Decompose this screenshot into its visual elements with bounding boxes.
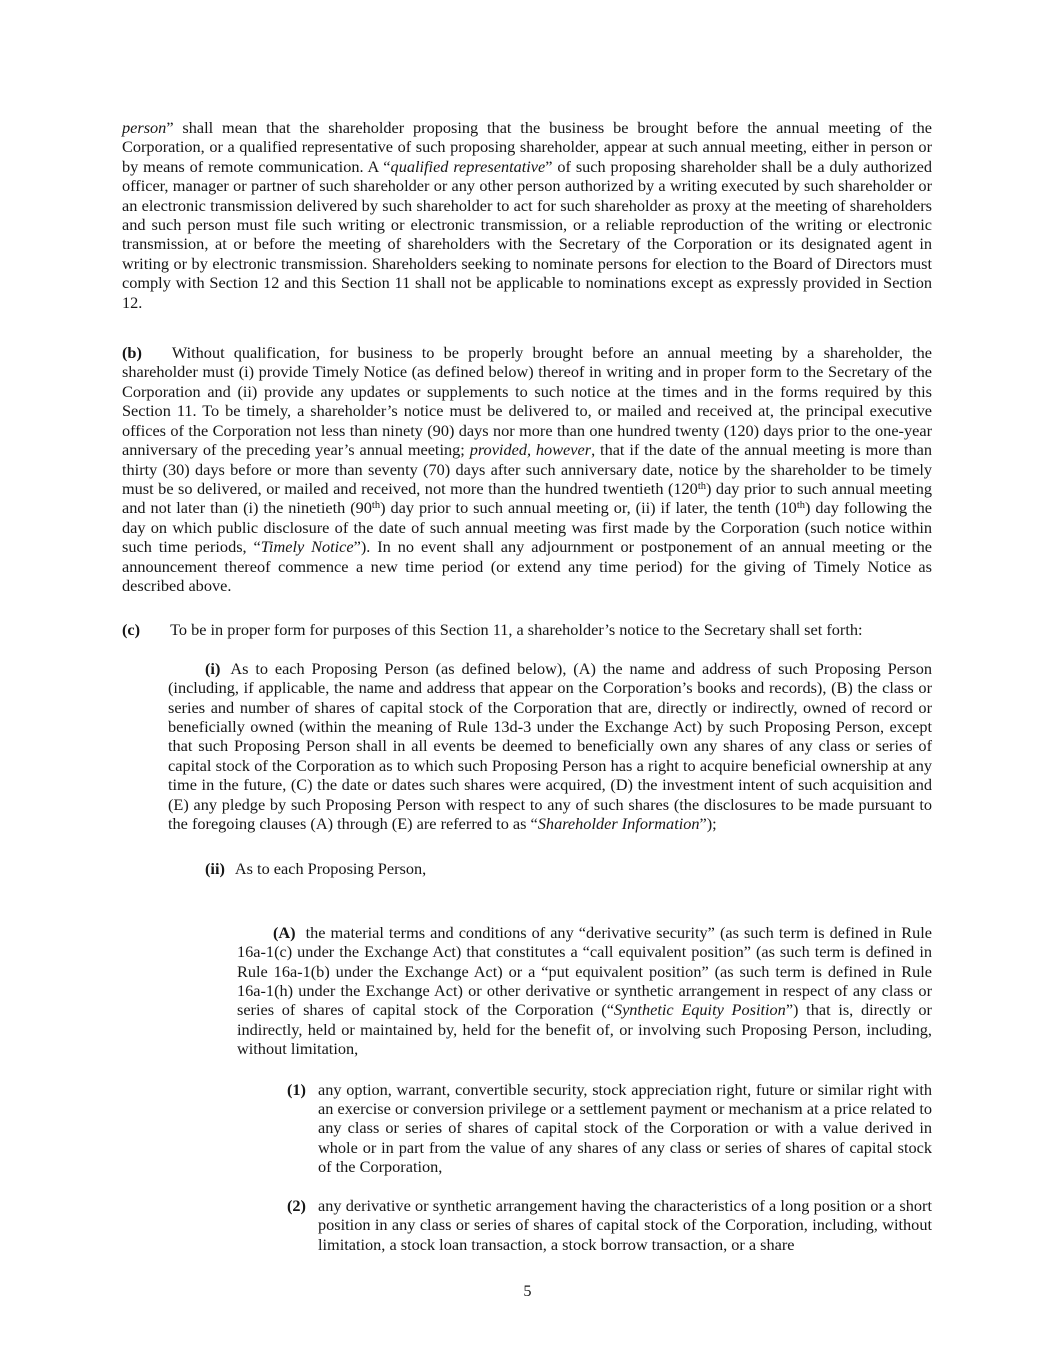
item-2-text [318, 1196, 932, 1254]
paragraph-section-c [122, 620, 932, 639]
text-segment: ) day prior to such annual meeting and not later than (i) the ninetieth (90 [122, 478, 932, 518]
paragraph-clause-ii [122, 859, 932, 878]
text-segment: the material terms and conditions of any “derivative security” (as such term is defined in Rule 16a-1(c) under the Exchange Act) that constitutes a “call equivalent position” (as such term is defined in Rule 16a-1(b) under the Exchange Act) or a “put equivalent position” (as such term is defined in Rule 16a-1(h) under the Exchange Act) or other derivative or synthetic arrangement in respect of any class or series of shares of capital stock of the Corporation (“ [237, 922, 932, 1020]
clause-ii-label: (ii) [205, 859, 225, 879]
paragraph-item-1 [122, 1080, 932, 1177]
paragraph-intro-continuation [122, 118, 932, 312]
page-number: 5 [523, 1281, 532, 1300]
paragraph-clause-i [122, 659, 932, 834]
clause-i-label: (i) [205, 658, 221, 678]
text-segment: , that if the date of the annual meeting is more than thirty (30) days before or more than seventy (70) days after such anniversary date, notice by the shareholder to be timely must be so delivered, or mailed and received, not more than the hundred twentieth (120 [122, 440, 932, 498]
text-segment: Synthetic Equity Position [613, 1000, 786, 1020]
text-segment: ” shall mean that the shareholder proposing that the business be brought before the annual meeting of the Corporation, or a qualified representative of such proposing shareholder, appear at such annual meeting, either in person or by means of remote communication. A “ [122, 118, 932, 176]
text-segment: To be in proper form for purposes of this Section 11, a shareholder’s notice to the Secretary shall set forth: [170, 620, 863, 640]
clause-A-label: (A) [273, 922, 296, 942]
text-segment: Timely Notice [260, 537, 354, 557]
clause-A-text [237, 923, 932, 1058]
text-segment: any derivative or synthetic arrangement having the characteristics of a long position or a short position in any class or series of shares of capital stock of the Corporation, including, without limitation, a stock loan transaction, a stock borrow transaction, or a share [318, 1195, 932, 1254]
paragraph-b-text [122, 343, 932, 595]
text-segment: Shareholder Information [537, 814, 700, 833]
text-segment: any option, warrant, convertible security, stock appreciation right, future or similar right with an exercise or conversion privilege or a settlement payment or mechanism at a price related to any class or series of shares of capital stock of the Corporation or with a value derived in whole or in part from the value of any shares of any class or series of shares of capital stock of the Corporation, [318, 1079, 932, 1177]
paragraph-item-2 [122, 1196, 932, 1254]
text-segment: As to each Proposing Person (as defined below), (A) the name and address of such Proposing Person (including, if applicable, the name and address that appear on the Corporation’s books and records), (B) the class or series and number of shares of capital stock of the Corporation that are, directly or indirectly, owned of record or beneficially owned (within the meaning of Rule 13d-3 under the Exchange Act) by such Proposing Person, except that such Proposing Person shall in all events be deemed to beneficially own any shares of any class or series of capital stock of the Corporation as to which such Proposing Person has a right to acquire beneficial ownership at any time in the future, (C) the date or dates such shares were acquired, (D) the investment intent of such acquisition and (E) any pledge by such Proposing Person with respect to any of such shares (the disclosures to be made pursuant to the foregoing clauses (A) through (E) are referred to as “ [168, 658, 932, 833]
item-2-label: (2) [287, 1195, 306, 1215]
text-segment: ) day following the day on which public disclosure of the date of such annual meeting was first made by the Corporation (such notice within such time periods, “ [122, 498, 932, 557]
text-segment: As to each Proposing Person, [234, 859, 427, 879]
text-segment: person [122, 118, 167, 137]
paragraph-section-b [122, 343, 932, 595]
text-segment: th [796, 500, 805, 512]
paragraph-clause-A [122, 923, 932, 1059]
clause-i-text [168, 659, 932, 833]
text-segment: th [371, 500, 381, 512]
clause-ii-text [235, 859, 426, 878]
text-segment: Without qualification, for business to be properly brought before an annual meeting by a shareholder, the shareholder must (i) provide Timely Notice (as defined below) thereof in writing and in proper form to the Secretary of the Corporation and (ii) provide any updates or supplements to such notice at the times and in the forms required by this Section 11. To be timely, a shareholder’s notice must be delivered to, or mailed and received at, the principal executive offices of the Corporation not less than ninety (90) days nor more than one hundred twenty (120) days prior to the one-year anniversary of the preceding year’s annual meeting; [122, 343, 932, 460]
paragraph-c-label: (c) [122, 620, 141, 640]
text-segment: ) day prior to such annual meeting or, (ii) if later, the tenth (10 [380, 498, 797, 518]
text-segment: ”) that is, directly or indirectly, held or maintained by, held for the benefit of, or involving such Proposing Person, including, without limitation, [237, 1000, 932, 1059]
text-segment: ”). In no event shall any adjournment or postponement of an annual meeting or the announcement thereof commence a new time period (or extend any time period) for the giving of Timely Notice as described above. [122, 537, 933, 595]
document-body [122, 118, 932, 1254]
text-segment: qualified representative [390, 156, 546, 176]
text-segment: th [697, 480, 706, 492]
item-1-label: (1) [287, 1079, 306, 1099]
item-1-text [318, 1080, 932, 1177]
text-segment: provided, however [469, 440, 592, 460]
paragraph-b-label: (b) [122, 343, 142, 363]
text-segment: ” of such proposing shareholder shall be a duly authorized officer, manager or partner of such shareholder or any other person authorized by a writing executed by such shareholder or an electronic transmission delivered by such shareholder to act for such shareholder as proxy at the meeting of shareholders and such person must file such writing or electronic transmission, or a reliable reproduction of the writing or electronic transmission, at or before the meeting of shareholders with the Secretary of the Corporation or its designated agent in writing or by electronic transmission. Shareholders seeking to nominate persons for election to the Board of Directors must comply with Section 12 and this Section 11 shall not be applicable to nominations except as expressly provided in Section 12. [122, 156, 932, 312]
text-segment: ”); [699, 814, 717, 833]
paragraph-c-text [170, 620, 862, 639]
